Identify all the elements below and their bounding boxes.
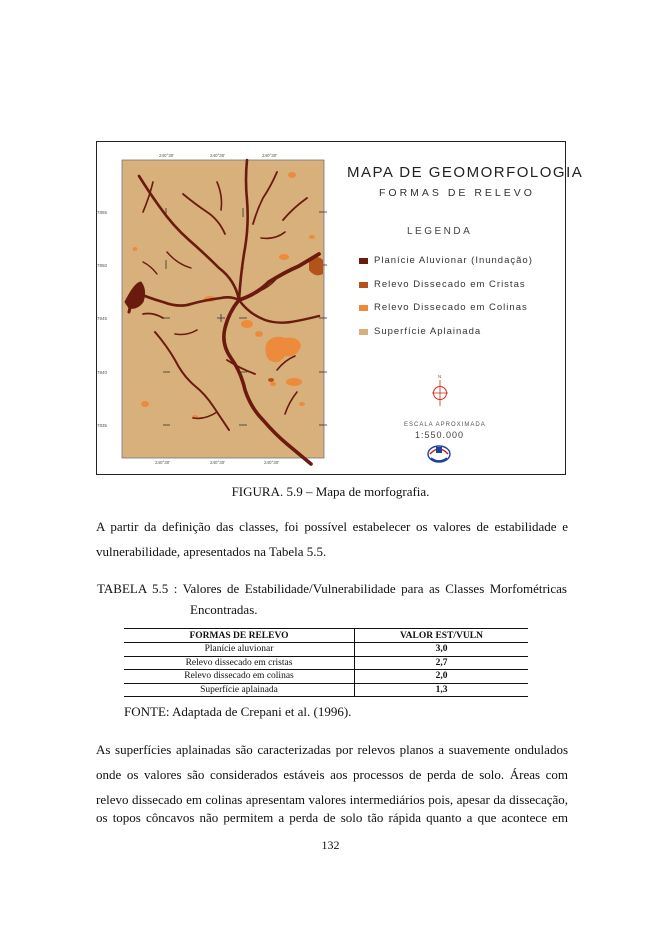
- north-arrow-icon: [432, 380, 448, 406]
- coord-top: 240°30': [210, 153, 226, 158]
- legend-label: Relevo Dissecado em Colinas: [374, 302, 528, 313]
- coord-left: 7840: [97, 370, 108, 375]
- table-cell: 2,0: [355, 670, 529, 684]
- table-title: TABELA 5.5 : Valores de Estabilidade/Vulnerabilidade para as Classes Morfométricas: [97, 581, 567, 596]
- map-subtitle: FORMAS DE RELEVO: [379, 187, 535, 199]
- north-label: N: [438, 374, 442, 379]
- coord-bottom: 240°30': [264, 460, 280, 465]
- table-cell: Superfície aplainada: [124, 683, 355, 697]
- intro-line: vulnerabilidade, apresentados na Tabela 5.5.: [96, 544, 327, 559]
- legend-label: Relevo Dissecado em Cristas: [374, 279, 526, 290]
- table-source: FONTE: Adaptada de Crepani et al. (1996).: [124, 704, 352, 719]
- coord-top: 240°30': [262, 153, 278, 158]
- table-cell: Planície aluvionar: [124, 643, 355, 657]
- table-header-row: [124, 629, 528, 643]
- coord-left: 7850: [97, 263, 108, 268]
- stability-table: [124, 628, 528, 697]
- coord-left: 7855: [97, 210, 108, 215]
- intro-line: A partir da definição das classes, foi possível estabelecer os valores de estabilidade e: [96, 519, 568, 534]
- table-title-cont: Encontradas.: [190, 602, 258, 617]
- page-number: 132: [321, 838, 340, 852]
- legend-swatch: [359, 329, 368, 335]
- map-title: MAPA DE GEOMORFOLOGIA: [347, 164, 584, 181]
- legend-label: Planície Aluvionar (Inundação): [374, 255, 533, 266]
- figure-caption: FIGURA. 5.9 – Mapa de morfografia.: [231, 484, 430, 499]
- table-row: [124, 656, 528, 670]
- table-cell: 2,7: [355, 656, 529, 670]
- geomorphology-map-figure: [96, 141, 584, 475]
- body-line: onde os valores são considerados estáveis aos processos de perda de solo. Áreas com: [96, 767, 568, 782]
- coord-bottom: 240°30': [210, 460, 226, 465]
- table-cell: Relevo dissecado em colinas: [124, 670, 355, 684]
- scale-label: ESCALA APROXIMADA: [404, 422, 486, 428]
- legend-item: [359, 279, 526, 290]
- institution-logo-icon: [428, 446, 450, 462]
- coord-left: 7835: [97, 423, 108, 428]
- scale-value: 1:550.000: [415, 430, 465, 440]
- table-cell: 3,0: [355, 643, 529, 657]
- legend-item: [359, 255, 533, 266]
- body-line: As superfícies aplainadas são caracterizadas por relevos planos a suavemente ondulados: [96, 742, 568, 757]
- table-header: VALOR EST/VULN: [355, 629, 529, 643]
- coord-top: 240°30': [159, 153, 175, 158]
- legend-label: Superfície Aplainada: [374, 326, 482, 337]
- legend-title: LEGENDA: [407, 226, 473, 237]
- table-header: FORMAS DE RELEVO: [124, 629, 355, 643]
- body-line: os topos côncavos não permitem a perda de solo tão rápida quanto a que acontece em: [96, 810, 568, 825]
- map-area: [122, 160, 324, 458]
- coord-bottom: 240°30': [155, 460, 171, 465]
- legend-swatch: [359, 305, 368, 311]
- body-line: relevo dissecado em colinas apresentam valores intermediários pois, apesar da dissecação,: [96, 792, 568, 807]
- table-row: [124, 670, 528, 684]
- table-cell: 1,3: [355, 683, 529, 697]
- legend-item: [359, 326, 481, 337]
- table-row: [124, 643, 528, 657]
- coord-left: 7845: [97, 316, 108, 321]
- table-cell: Relevo dissecado em cristas: [124, 656, 355, 670]
- legend-swatch: [359, 258, 368, 264]
- legend-item: [359, 302, 528, 313]
- table-row: [124, 683, 528, 697]
- legend-swatch: [359, 282, 368, 288]
